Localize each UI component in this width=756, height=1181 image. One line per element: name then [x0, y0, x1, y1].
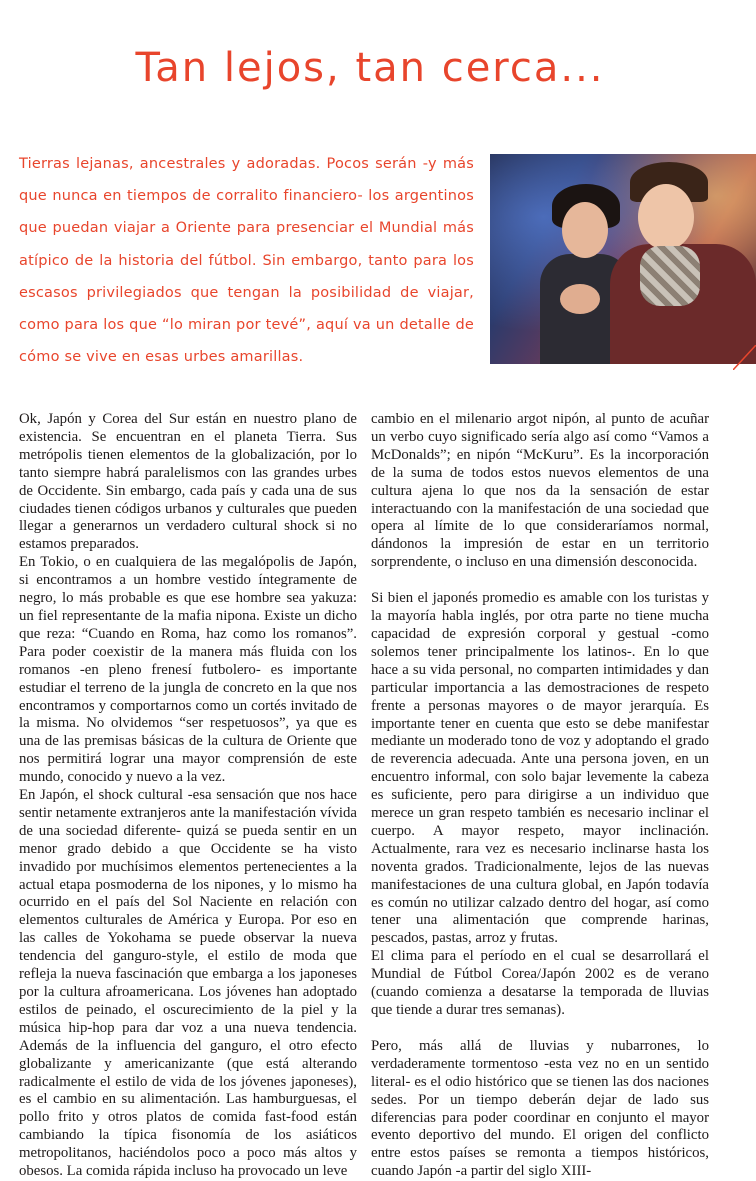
right-column — [371, 411, 709, 1181]
right-paragraph-2: Si bien el japonés promedio es amable con los turistas y la mayoría habla inglés, por otra parte no tiene mucha capacidad de expresión corporal y gestual -como solemos tener principalmente los latinos-. En lo que hace a su vida personal, no comparten intimidades y dan particular importancia a las demostraciones de respeto frente a personas mayores o de mayor jerarquía. Es importante tener en cuenta que esto se debe manifestar mediante un moderado tono de voz y adoptando el grado de reverencia adecuada. Ante una persona joven, en un encuentro informal, con solo bajar levemente la cabeza es suficiente, pero para dirigirse a un individuo que merece un gran respeto también es necesario inclinar el cuerpo. A mayor respeto, mayor inclinación. Actualmente, rara vez es necesario inclinarse hasta los noventa grados. Tradicionalmente, lejos de las nuevas manifestaciones de una cultura global, en Japón todavía es común no utilizar calzado dentro del hogar, así como tener una alimentación que comprende harinas, pescados, pastas, arroz y frutas. — [371, 590, 709, 947]
right-paragraph-4: Pero, más allá de lluvias y nubarrones, lo verdaderamente tormentoso -esta vez no en un sentido literal- es el odio histórico que se tienen las dos naciones sedes. Por un tiempo deberán dejar de lado sus diferencias para poder coordinar en conjunto el mayor evento deportivo del mundo. El origen del conflicto entre estos países se remonta a tiempos históricos, cuando Japón -a partir del siglo XIII- — [371, 1037, 709, 1180]
article-title: Tan lejos, tan cerca... — [135, 45, 605, 91]
intro-text: Tierras lejanas, ancestrales y adoradas. Pocos serán -y más que nunca en tiempos de corralito financiero- los argentinos que puedan viajar a Oriente para presenciar el Mundial más atípico de la historia del fútbol. Sin embargo, tanto para los escasos privilegiados que tengan la posibilidad de viajar, como para los que “lo miran por tevé”, aquí va un detalle de cómo se vive en esas urbes amarillas. — [19, 156, 474, 366]
left-column — [19, 411, 357, 1181]
left-paragraph-1: Ok, Japón y Corea del Sur están en nuestro plano de existencia. Se encuentran en el planeta Tierra. Sus metrópolis tienen elementos de la globalización, por lo tanto siempre habrá paralelismos con las grandes urbes de Occidente. Sin embargo, cada país y cada una de sus ciudades tienen códigos urbanos y culturales que pueden llegar a generarnos un verdadero cultural shock si no estamos preparados. — [19, 411, 357, 553]
intro-paragraph — [19, 148, 474, 373]
right-paragraph-3: El clima para el período en el cual se desarrollará el Mundial de Fútbol Corea/Japón 2002 es de verano (cuando comienza a desatarse la temporada de lluvias que tiende a durar tres semanas). — [371, 948, 709, 1018]
left-paragraph-2: En Tokio, o en cualquiera de las megalópolis de Japón, si encontramos a un hombre vestido íntegramente de negro, lo más probable es que ese hombre sea yakuza: un fiel representante de la mafia nipona. Existe un dicho que reza: “Cuando en Roma, haz como los romanos”. Para poder coexistir de la manera más fluida con los romanos -en pleno frenesí futbolero- es importante estudiar el terreno de la jungla de concreto en la que nos encontramos y comportarnos como un cortés invitado de la misma. No olvidemos “ser respetuosos”, ya que es una de las premisas básicas de la cultura de Oriente que nos permitirá lograr una mayor comprensión de este mundo, conocido y nuevo a la vez. — [19, 554, 357, 786]
right-paragraph-1: cambio en el milenario argot nipón, al punto de acuñar un verbo cuyo significado sería algo así como “Vamos a McDonalds”; en nipón “McKuru”. Es la incorporación de la suma de todos estos nuevos elementos de una cultura ajena lo que nos da la sensación de estar interactuando con la manifestación de una sociedad que opera al límite de lo que consideraríamos normal, dándonos la impresión de estar en un territorio sorprendente, o incluso en una dimensión desconocida. — [371, 411, 709, 571]
left-paragraph-3: En Japón, el shock cultural -esa sensación que nos hace sentir netamente extranjeros ante la manifestación vívida de una sociedad diferente- quizá se pueda sentir en un menor grado debido a que Occidente se ha visto invadido por muchísimos elementos pertenecientes a la actual etapa posmoderna de los nipones, y lo mismo ha ocurrido en el país del Sol Naciente en relación con elementos culturales de América y Europa. Por eso en las calles de Yokohama se puede observar la nueva tendencia del ganguro-style, el estilo de moda que refleja la nueva fascinación que embarga a los japoneses por la cultura afroamericana. Los jóvenes han adoptado estilos de peinado, el oscurecimiento de la piel y la música hip-hop para dar voz a una nueva tendencia. Además de la influencia del ganguro, el otro efecto globalizante y americanizante (que está alterando radicalmente el estilo de vida de los jóvenes japoneses), es el cambio en su alimentación. Las hamburguesas, el pollo frito y otros platos de comida fast-food están cambiando la típica fisonomía de los asiáticos metropolitanos, haciéndolos poco a poco más altos y obesos. La comida rápida incluso ha provocado un leve — [19, 787, 357, 1180]
decorative-corner-line — [733, 345, 756, 370]
photo-two-women-city-night — [490, 154, 756, 364]
